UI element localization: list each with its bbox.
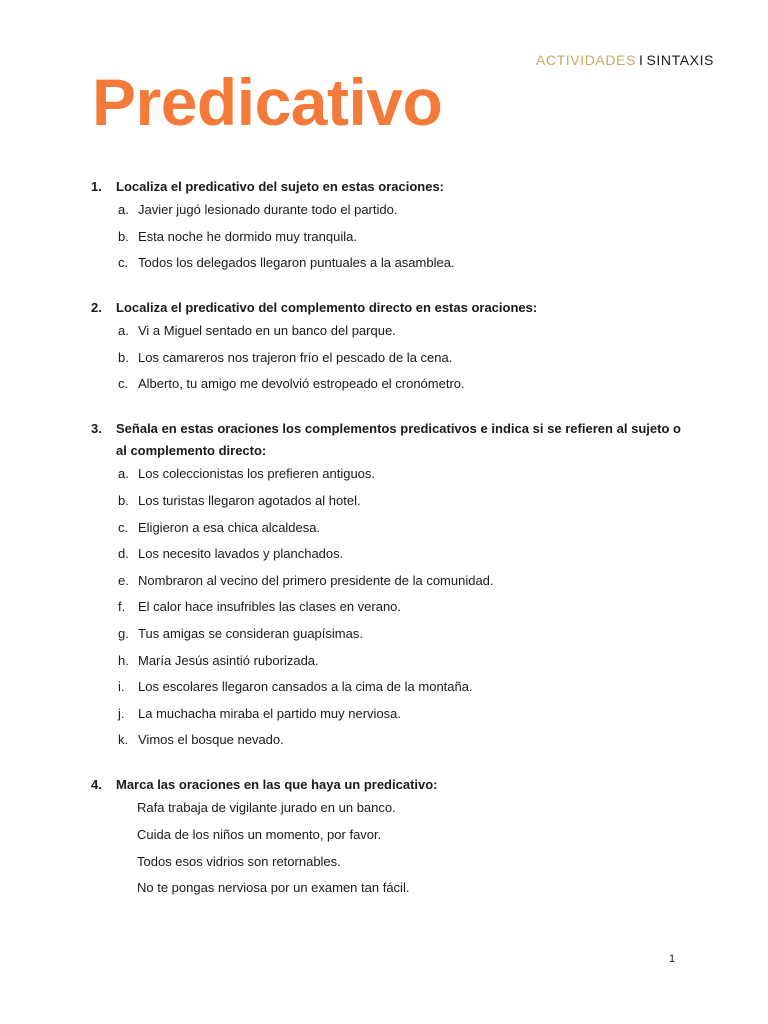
item-text: Eligieron a esa chica alcaldesa. xyxy=(138,519,321,535)
list-item xyxy=(118,572,681,589)
exercise-2 xyxy=(91,297,681,392)
item-text: Alberto, tu amigo me devolvió estropeado el cronómetro. xyxy=(138,376,465,392)
exercise-heading xyxy=(91,774,681,796)
exercise-number: 1. xyxy=(91,179,102,194)
exercise-number: 3. xyxy=(91,421,102,437)
item-letter: k. xyxy=(118,732,129,748)
exercise-number: 4. xyxy=(91,777,102,793)
item-letter: j. xyxy=(118,705,125,721)
item-letter: a. xyxy=(118,466,129,482)
list-item xyxy=(137,853,681,870)
header-tag xyxy=(536,52,714,68)
item-text: Todos esos vidrios son retornables. xyxy=(137,853,341,869)
list-item xyxy=(118,705,681,722)
item-text: No te pongas nerviosa por un examen tan fácil. xyxy=(137,880,410,896)
exercise-instruction: Marca las oraciones en las que haya un predicativo: xyxy=(116,777,438,793)
list-item xyxy=(118,545,681,562)
header-category: ACTIVIDADES xyxy=(535,52,636,68)
exercise-list xyxy=(91,176,681,922)
item-text: Los turistas llegaron agotados al hotel. xyxy=(138,492,361,508)
item-text: La muchacha miraba el partido muy nerviosa. xyxy=(138,705,402,721)
item-letter: a. xyxy=(118,323,129,339)
item-text: Los coleccionistas los prefieren antiguos. xyxy=(138,466,376,482)
item-text: Los camareros nos trajeron frío el pescado de la cena. xyxy=(138,349,453,365)
page-number: 1 xyxy=(669,953,676,965)
list-item xyxy=(118,625,681,642)
exercise-items xyxy=(91,201,681,271)
list-item xyxy=(118,201,681,218)
exercise-heading xyxy=(91,297,681,319)
exercise-heading xyxy=(91,176,681,198)
list-item xyxy=(118,652,681,669)
item-letter: i. xyxy=(118,679,125,695)
exercise-instruction: Localiza el predicativo del sujeto en estas oraciones: xyxy=(116,179,445,194)
item-text: Los necesito lavados y planchados. xyxy=(138,546,344,562)
item-text: Nombraron al vecino del primero presidente de la comunidad. xyxy=(138,572,494,588)
list-item xyxy=(137,826,681,843)
header-topic: SINTAXIS xyxy=(646,52,714,68)
exercise-4 xyxy=(91,774,681,896)
exercise-instruction: Localiza el predicativo del complemento directo en estas oraciones: xyxy=(116,300,538,316)
page-title: Predicativo xyxy=(92,65,443,139)
item-text: Cuida de los niños un momento, por favor. xyxy=(137,826,382,842)
item-letter: d. xyxy=(118,546,129,562)
header-separator: I xyxy=(638,52,644,68)
list-item xyxy=(118,519,681,536)
item-letter: g. xyxy=(118,625,129,641)
item-letter: f. xyxy=(118,599,126,615)
item-letter: b. xyxy=(118,349,129,365)
item-text: Todos los delegados llegaron puntuales a la asamblea. xyxy=(138,255,455,271)
exercise-number: 2. xyxy=(91,300,102,316)
list-item xyxy=(137,879,681,896)
list-item xyxy=(118,322,681,339)
list-item xyxy=(118,678,681,695)
item-letter: e. xyxy=(118,572,129,588)
item-text: Los escolares llegaron cansados a la cima de la montaña. xyxy=(138,679,473,695)
exercise-items xyxy=(91,799,681,896)
item-text: El calor hace insufribles las clases en verano. xyxy=(138,599,402,615)
exercise-1 xyxy=(91,176,681,271)
item-letter: c. xyxy=(118,376,129,392)
item-letter: b. xyxy=(118,492,129,508)
list-item xyxy=(118,465,681,482)
item-text: María Jesús asintió ruborizada. xyxy=(138,652,319,668)
item-letter: a. xyxy=(118,202,129,217)
list-item xyxy=(118,598,681,615)
item-text: Rafa trabaja de vigilante jurado en un banco. xyxy=(137,800,396,816)
exercise-items xyxy=(91,465,681,748)
item-text: Vimos el bosque nevado. xyxy=(138,732,284,748)
item-text: Javier jugó lesionado durante todo el partido. xyxy=(138,202,398,217)
item-letter: c. xyxy=(118,255,129,271)
item-text: Vi a Miguel sentado en un banco del parque. xyxy=(138,323,396,339)
exercise-heading xyxy=(91,418,681,462)
list-item xyxy=(118,254,681,271)
exercise-instruction: Señala en estas oraciones los complementos predicativos e indica si se refieren al sujeto o al complemento directo: xyxy=(116,421,681,459)
item-text: Esta noche he dormido muy tranquila. xyxy=(138,228,357,244)
list-item xyxy=(137,799,681,816)
exercise-3 xyxy=(91,418,681,748)
list-item xyxy=(118,731,681,748)
list-item xyxy=(118,492,681,509)
list-item xyxy=(118,228,681,245)
item-text: Tus amigas se consideran guapísimas. xyxy=(138,625,363,641)
item-letter: c. xyxy=(118,519,129,535)
item-letter: h. xyxy=(118,652,129,668)
item-letter: b. xyxy=(118,228,129,244)
list-item xyxy=(118,375,681,392)
exercise-items xyxy=(91,322,681,392)
list-item xyxy=(118,349,681,366)
